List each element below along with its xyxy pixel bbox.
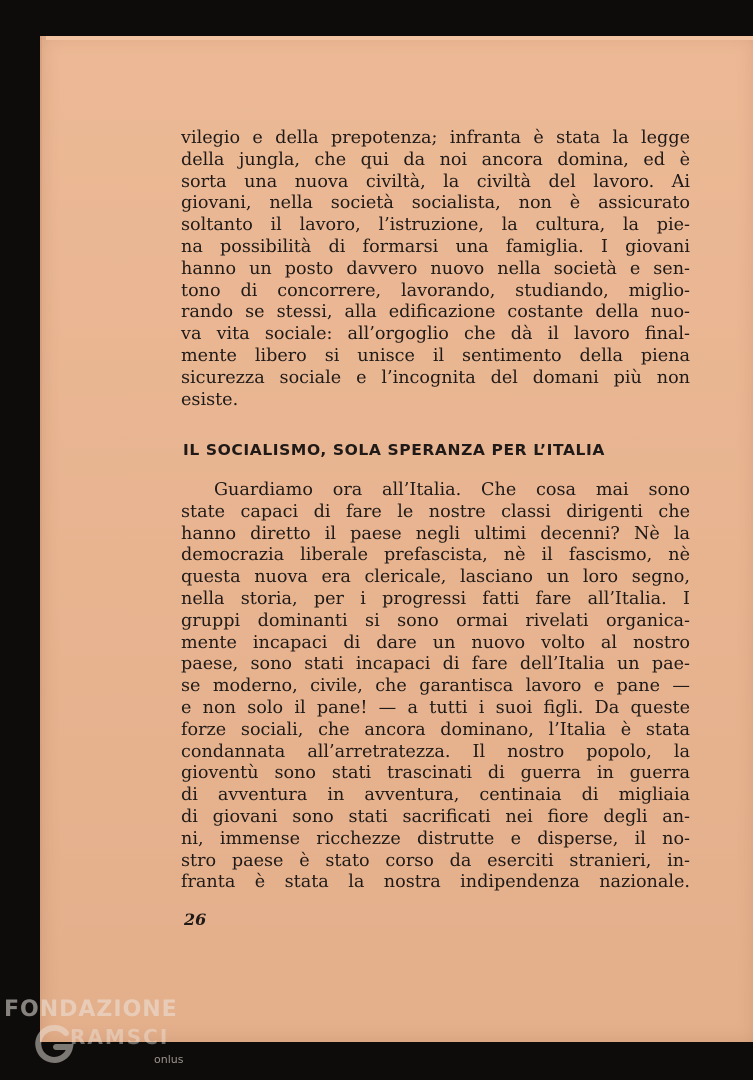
paragraph-italy	[181, 480, 690, 894]
text-line: franta è stata la nostra indipendenza nazionale.	[181, 872, 690, 893]
watermark-line1: FONDAZIONE	[4, 997, 178, 1022]
text-line: condannata all’arretratezza. Il nostro popolo, la	[181, 741, 690, 762]
text-line: paese, sono stati incapaci di fare dell’Italia un pae-	[181, 654, 690, 675]
fondazione-gramsci-watermark	[4, 995, 204, 1075]
text-line: e non solo il pane! — a tutti i suoi figli. Da queste	[181, 697, 690, 718]
text-line: Guardiamo ora all’Italia. Che cosa mai sono	[214, 480, 690, 500]
text-line: vilegio e della prepotenza; infranta è stata la legge	[181, 128, 690, 148]
text-line: mente incapaci di dare un nuovo volto al nostro	[181, 632, 690, 653]
text-line: forze sociali, che ancora dominano, l’Italia è stata	[181, 719, 690, 740]
text-line: ni, immense ricchezze distrutte e disperse, il no-	[181, 828, 690, 849]
section-heading: IL SOCIALISMO, SOLA SPERANZA PER L’ITALIA	[183, 441, 605, 459]
watermark-onlus: onlus	[154, 1053, 184, 1066]
text-line: na possibilità di formarsi una famiglia. I giovani	[181, 236, 690, 257]
text-line: democrazia liberale prefascista, nè il fascismo, nè	[181, 545, 690, 566]
text-line: questa nuova era clericale, lasciano un loro segno,	[181, 567, 690, 588]
text-line: mente libero si unisce il sentimento della piena	[181, 345, 690, 366]
text-line: state capaci di fare le nostre classi dirigenti che	[181, 501, 690, 522]
text-line: tono di concorrere, lavorando, studiando, miglio-	[181, 280, 690, 301]
text-line: rando se stessi, alla edificazione costante della nuo-	[181, 302, 690, 323]
text-line: va vita sociale: all’orgoglio che dà il lavoro final-	[181, 324, 690, 345]
page-top-edge	[46, 36, 753, 40]
text-line: gruppi dominanti si sono ormai rivelati organica-	[181, 610, 690, 631]
text-line: di avventura in avventura, centinaia di migliaia	[181, 785, 690, 806]
text-line: hanno un posto davvero nuovo nella società e sen-	[181, 258, 690, 279]
text-line: stro paese è stato corso da eserciti stranieri, in-	[181, 850, 690, 871]
text-line: sicurezza sociale e l’incognita del domani più non	[181, 367, 690, 388]
text-line: hanno diretto il paese negli ultimi decenni? Nè la	[181, 523, 690, 544]
text-line: gioventù sono stati trascinati di guerra in guerra	[181, 763, 690, 784]
text-line: della jungla, che qui da noi ancora domina, ed è	[181, 149, 690, 170]
text-line: nella storia, per i progressi fatti fare all’Italia. I	[181, 588, 690, 609]
text-line: sorta una nuova civiltà, la civiltà del lavoro. Ai	[181, 171, 690, 192]
watermark-line2: RAMSCI	[70, 1025, 170, 1049]
text-line: soltanto il lavoro, l’istruzione, la cultura, la pie-	[181, 215, 690, 236]
page-number: 26	[184, 910, 207, 929]
text-line: di giovani sono stati sacrificati nei fiore degli an-	[181, 806, 690, 827]
paragraph-continued	[181, 128, 690, 411]
text-line: se moderno, civile, che garantisca lavoro e pane —	[181, 676, 690, 697]
text-line: giovani, nella società socialista, non è assicurato	[181, 193, 690, 214]
text-line: esiste.	[181, 389, 239, 410]
